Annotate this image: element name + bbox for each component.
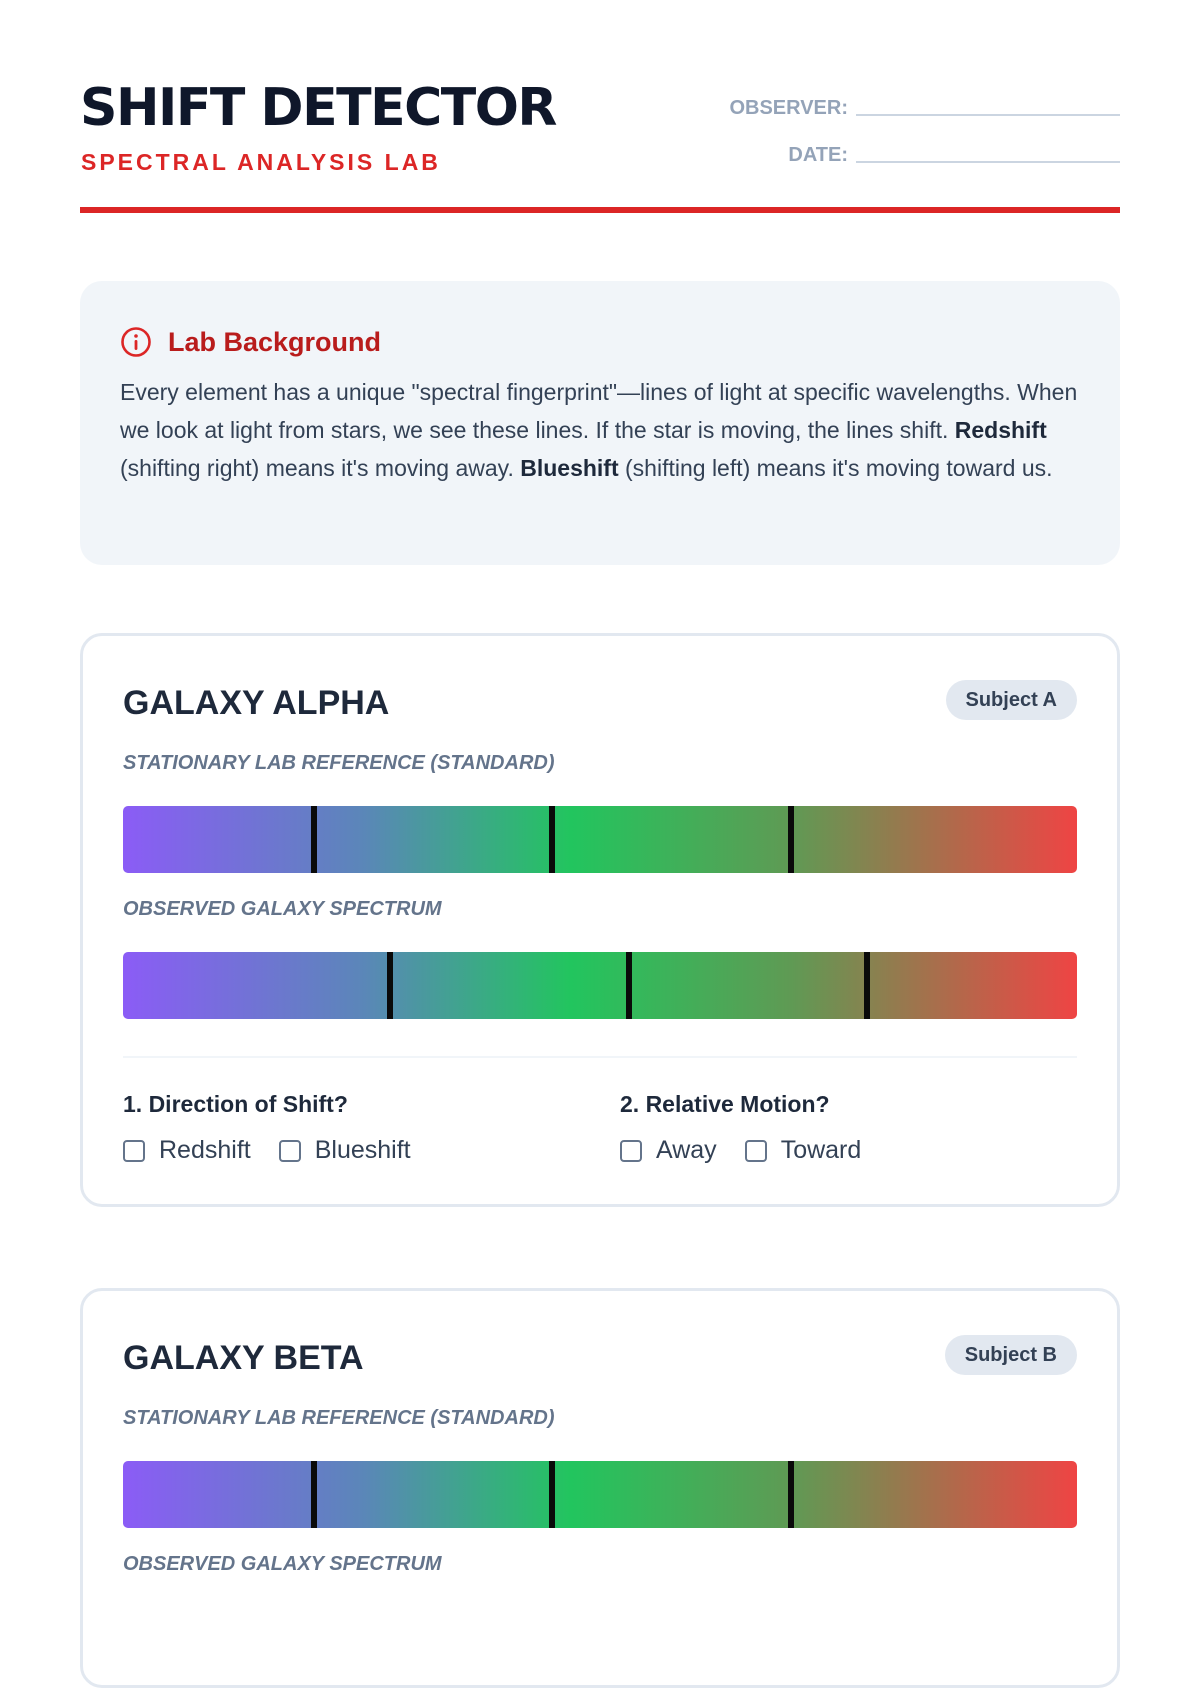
lab-background-panel: [80, 281, 1120, 565]
galaxy-card-beta: [80, 1288, 1120, 1688]
subject-badge: Subject A: [946, 680, 1078, 720]
checkbox[interactable]: [620, 1140, 642, 1162]
observed-spectrum: [123, 952, 1077, 1019]
page-title: SHIFT DETECTOR: [80, 78, 556, 138]
worksheet: [80, 0, 1120, 1575]
spectral-line-3: [788, 806, 794, 873]
observer-label: OBSERVER:: [729, 97, 848, 119]
spectral-line-2: [626, 952, 632, 1019]
reference-spectrum: [123, 1461, 1077, 1528]
background-text-3: (shifting left) means it's moving toward us.: [625, 455, 1053, 481]
option-label: Redshift: [159, 1136, 251, 1164]
spectral-line-1: [311, 1461, 317, 1528]
info-circle-icon: [120, 326, 152, 358]
spectral-line-3: [788, 1461, 794, 1528]
observed-spectrum-label: OBSERVED GALAXY SPECTRUM: [123, 898, 442, 920]
observer-input-line[interactable]: [856, 114, 1120, 116]
date-input-line[interactable]: [856, 161, 1120, 163]
reference-spectrum-label: STATIONARY LAB REFERENCE (STANDARD): [123, 1407, 555, 1429]
card-divider: [123, 1056, 1077, 1058]
page-subtitle: SPECTRAL ANALYSIS LAB: [81, 149, 441, 175]
lab-background-text: [120, 373, 1080, 487]
option-label: Blueshift: [314, 1136, 411, 1164]
option-away[interactable]: [620, 1136, 717, 1165]
date-label: DATE:: [788, 144, 848, 166]
question-motion: [620, 1091, 889, 1165]
observer-field[interactable]: [729, 98, 1120, 118]
galaxy-title: GALAXY BETA: [123, 1339, 364, 1377]
checkbox[interactable]: [745, 1140, 767, 1162]
background-text-2: (shifting right) means it's moving away.: [120, 455, 514, 481]
question-motion-title: 2. Relative Motion?: [620, 1091, 830, 1117]
galaxy-title: GALAXY ALPHA: [123, 684, 390, 722]
spectral-line-3: [864, 952, 870, 1019]
spectral-line-2: [549, 806, 555, 873]
question-direction-title: 1. Direction of Shift?: [123, 1091, 348, 1117]
question-direction: [123, 1091, 439, 1165]
galaxy-card-alpha: [80, 633, 1120, 1207]
date-field[interactable]: [788, 145, 1120, 165]
redshift-term: Redshift: [954, 417, 1047, 443]
spectral-line-1: [311, 806, 317, 873]
subject-badge: Subject B: [945, 1335, 1077, 1375]
option-blueshift[interactable]: [279, 1136, 411, 1165]
lab-background-title: Lab Background: [168, 326, 382, 357]
spectral-line-1: [387, 952, 393, 1019]
blueshift-term: Blueshift: [520, 455, 619, 481]
reference-spectrum: [123, 806, 1077, 873]
option-label: Toward: [780, 1136, 862, 1164]
observed-spectrum-label: OBSERVED GALAXY SPECTRUM: [123, 1553, 442, 1575]
header-divider: [80, 207, 1120, 213]
option-toward[interactable]: [745, 1136, 862, 1165]
option-redshift[interactable]: [123, 1136, 251, 1165]
header: [80, 0, 1120, 214]
spectral-line-2: [549, 1461, 555, 1528]
background-text-1: Every element has a unique "spectral fingerprint"—lines of light at specific wavelengths. When we look at light from stars, we see these lines. If the star is moving, the lines shift.: [120, 379, 1078, 443]
option-label: Away: [656, 1136, 717, 1164]
checkbox[interactable]: [123, 1140, 145, 1162]
checkbox[interactable]: [279, 1140, 301, 1162]
reference-spectrum-label: STATIONARY LAB REFERENCE (STANDARD): [123, 752, 555, 774]
